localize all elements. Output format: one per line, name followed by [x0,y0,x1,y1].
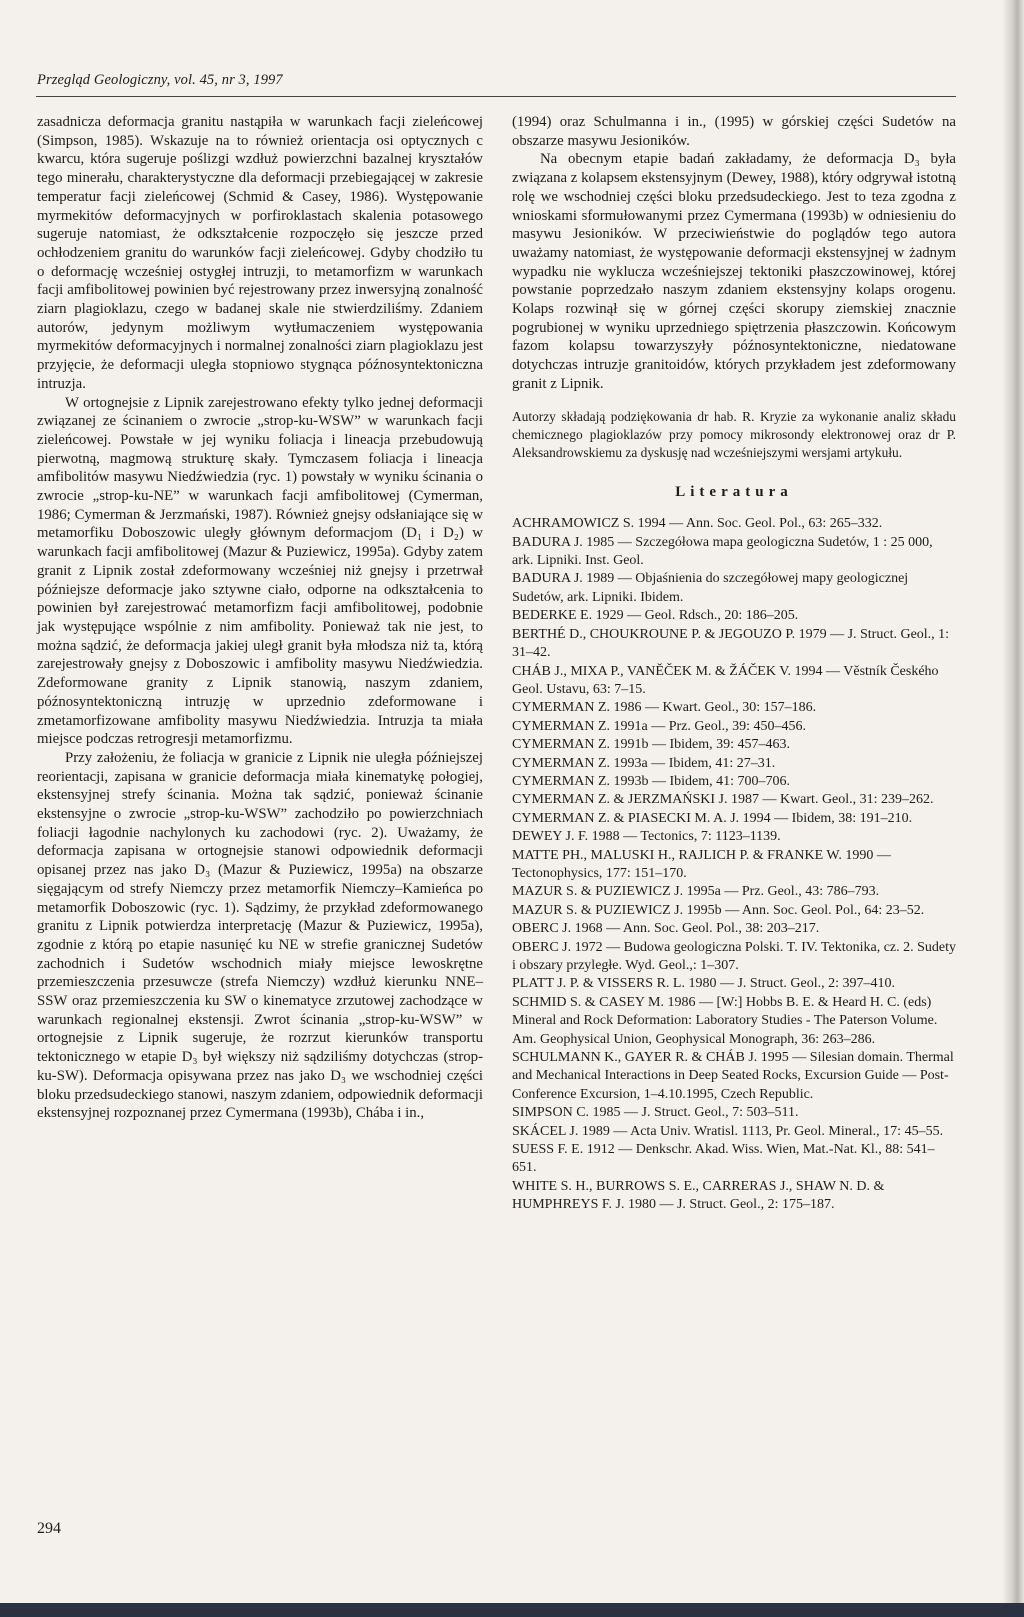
reference-item: CYMERMAN Z. 1993b — Ibidem, 41: 700–706. [512,773,791,789]
reference-item: BEDERKE E. 1929 — Geol. Rdsch., 20: 186–205. [512,608,799,624]
reference-item: SCHULMANN K., GAYER R. & CHÁB J. 1995 — Silesian domain. Thermal and Mechanical Interactions in Deep Seated Rocks, Excursion Guide — Post-Conference Excursion, 1–4.10.1995, Czech Republic. [512,1050,954,1102]
reference-item: MATTE PH., MALUSKI H., RAJLICH P. & FRANKE W. 1990 — Tectonophysics, 177: 151–170. [512,847,891,881]
reference-item: SCHMID S. & CASEY M. 1986 — [W:] Hobbs B. E. & Heard H. C. (eds) Mineral and Rock Deformation: Laboratory Studies - The Paterson Volume. Am. Geophysical Union, Geophysical Monograph, 36: 263–286. [512,994,938,1047]
reference-item: CYMERMAN Z. 1991a — Prz. Geol., 39: 450–456. [512,718,806,734]
reference-list [512,515,956,1214]
reference-item: CYMERMAN Z. 1986 — Kwart. Geol., 30: 157–186. [512,700,817,716]
left-column [37,113,483,1123]
reference-item: MAZUR S. & PUZIEWICZ J. 1995a — Prz. Geol., 43: 786–793. [512,884,880,900]
reference-item: CYMERMAN Z. & JERZMAŃSKI J. 1987 — Kwart. Geol., 31: 239–262. [512,792,934,808]
reference-item: PLATT J. P. & VISSERS R. L. 1980 — J. Struct. Geol., 2: 397–410. [512,976,895,992]
right-column [512,113,956,1215]
reference-item: WHITE S. H., BURROWS S. E., CARRERAS J., SHAW N. D. & HUMPHREYS F. J. 1980 — J. Struct. Geol., 2: 175–187. [512,1178,885,1213]
literature-heading: Literatura [675,483,793,500]
reference-item: CYMERMAN Z. & PIASECKI M. A. J. 1994 — Ibidem, 38: 191–210. [512,810,913,826]
reference-item: OBERC J. 1968 — Ann. Soc. Geol. Pol., 38: 203–217. [512,921,820,937]
reference-item: SUESS F. E. 1912 — Denkschr. Akad. Wiss. Wien, Mat.-Nat. Kl., 88: 541–651. [512,1142,935,1176]
reference-item: BADURA J. 1989 — Objaśnienia do szczegółowej mapy geologicznej Sudetów, ark. Lipniki. Ibidem. [512,571,909,605]
body-paragraph: W ortognejsie z Lipnik zarejestrowano efekty tylko jednej deformacji związanej ze ścinaniem o zwrocie „strop-ku-WSW” w warunkach facji zieleńcowej. Powstałe w jej wyniku foliacja i lineacja przebudowują pierwotną, magmową strukturę skały. Tymczasem foliacja i lineacja amfibolitów masywu Niedźwiedzia (ryc. 1) powstały w wyniku ścinania o zwrocie „strop-ku-NE” w warunkach facji amfibolitowej (Cymerman, 1986; Cymerman & Jerzmański, 1987). Również gnejsy odsłaniające się w metamorfiku Doboszowic uległy głównym deformacjom (D₁ i D₂) w warunkach facji amfibolitowej (Mazur & Puziewicz, 1995a). Gdyby zatem granit z Lipnik został zdeformowany wcześniej niż gnejsy i przetrwał późniejsze deformacje jako sztywne ciało, odporne na odkształcenia to powinien był zarejestrować metamorfizm facji amfibolitowej, podobnie jak występujące wspólnie z nim amfibolity. Ponieważ tak nie jest, to można sądzić, że deformacja jakiej uległ granit była młodsza niż ta, którą zarejestrowały gnejsy z Doboszowic i amfibolity masywu Niedźwiedzia. Zdeformowane granity z Lipnik stanowią, naszym zdaniem, późnosyntektoniczną intruzję w uprzednio zdeformowane i zmetamorfizowane amfibolity masywu Niedźwiedzia. Intruzja ta miała miejsce podczas retrogresji metamorfizmu. [37,394,483,748]
page-number: 294 [37,1520,61,1537]
reference-item: SKÁCEL J. 1989 — Acta Univ. Wratisl. 1113, Pr. Geol. Mineral., 17: 45–55. [512,1123,944,1139]
page-edge-shadow [1002,0,1024,1617]
reference-item: DEWEY J. F. 1988 — Tectonics, 7: 1123–1139. [512,829,781,845]
reference-item: ACHRAMOWICZ S. 1994 — Ann. Soc. Geol. Pol., 63: 265–332. [512,516,883,532]
body-paragraph: Przy założeniu, że foliacja w granicie z Lipnik nie uległa późniejszej reorientacji, zapisana w granicie deformacja miała kinematykę połogiej, ekstensyjnej strefy ścinania. Można tak sądzić, ponieważ ścinanie ekstensyjne o zwrocie „strop-ku-WSW” zachodziło po powierzchniach foliacji łagodnie nachylonych ku zachodowi (ryc. 2). Uważamy, że deformacja zapisana w ortognejsie stanowi odpowiednik deformacji opisanej przez nas jako D₃ (Mazur & Puziewicz, 1995a) na obszarze sięgającym od strefy Niemczy przez metamorfik Niemczy–Kamieńca po metamorfik Doboszowic (ryc. 1). Sądzimy, że przykład zdeformowanego granitu z Lipnik potwierdza interpretację (Mazur & Puziewicz, 1995a), zgodnie z którą po etapie nasunięć ku NE w strefie granicznej Sudetów zachodnich i Sudetów wschodnich miały miejsce lewoskrętne przemieszczenia przesuwcze (strefa Niemczy) wzdłuż kierunku NNE–SSW oraz przemieszczenia ku SW o kinematyce zrzutowej zachodzące w warunkach regionalnej ekstensji. Zwrot ścinania „strop-ku-WSW” w ortognejsie z Lipnik sugeruje, że rozrzut kierunków transportu tektonicznego w etapie D₃ był większy niż sądziliśmy dotychczas (strop-ku-SW). Deformacja opisywana przez nas jako D₃ we wschodniej części bloku przedsudeckiego stanowi, naszym zdaniem, odpowiednik deformacji ekstensyjnej rozpoznanej przez Cymermana (1993b), Chába i in., [37,749,483,1122]
header-rule [36,96,956,97]
reference-item: CYMERMAN Z. 1993a — Ibidem, 41: 27–31. [512,755,776,771]
reference-item: CYMERMAN Z. 1991b — Ibidem, 39: 457–463. [512,737,791,753]
body-paragraph: zasadnicza deformacja granitu nastąpiła w warunkach facji zieleńcowej (Simpson, 1985). Wskazuje na to również orientacja osi optycznych c kwarcu, która sugeruje poślizgi wzdłuż powierzchni bazalnej kryształów tego minerału, charakterystyczne dla deformacji przebiegającej w zakresie temperatur facji zieleńcowej (Schmid & Casey, 1986). Występowanie myrmekitów deformacyjnych w porfiroklastach skalenia potasowego sugeruje natomiast, że odkształcenie rozpoczęło się jeszcze przed ochłodzeniem granitu do warunków facji zieleńcowej. Gdyby chodziło tu o deformację wcześniej ostygłej intruzji, to metamorfizm w warunkach facji amfibolitowej powinien być rejestrowany przez inwersyjną zonalność ziarn plagioklazu, czego w badanej skale nie stwierdziliśmy. Zdaniem autorów, jedynym możliwym wytłumaczeniem występowania myrmekitów deformacyjnych i normalnej zonalności ziarn plagioklazu jest przyjęcie, że deformacji uległa stopniowo stygnąca późnosyntektoniczna intruzja. [37,114,483,392]
running-header: Przegląd Geologiczny, vol. 45, nr 3, 1997 [37,72,283,88]
body-paragraph: Na obecnym etapie badań zakładamy, że deformacja D₃ była związana z kolapsem ekstensyjnym (Dewey, 1988), który odgrywał istotną rolę we wschodniej części bloku przedsudeckiego. Jest to teza zgodna z wnioskami sformułowanymi przez Cymermana (1993b) w odniesieniu do masywu Jesioników. W przeciwieństwie do poglądów tego autora uważamy natomiast, że występowanie deformacji ekstensyjnej w żadnym wypadku nie wyklucza wcześniejszej tektoniki płaszczowinowej, której powstanie poprzedzało naszym zdaniem ekstensyjny kolaps orogenu. Kolaps rozwinął się w górnej części skorupy ziemskiej znacznie pogrubionej w wyniku uprzedniego spiętrzenia płaszczowin. Końcowym fazom kolapsu towarzyszyły późnosyntektoniczne, niedatowane dotychczas intruzje granitoidów, których przykładem jest zdeformowany granit z Lipnik. [512,151,956,392]
body-paragraph: (1994) oraz Schulmanna i in., (1995) w górskiej części Sudetów na obszarze masywu Jesioników. [512,114,956,149]
reference-item: SIMPSON C. 1985 — J. Struct. Geol., 7: 503–511. [512,1105,799,1121]
acknowledgement: Autorzy składają podziękowania dr hab. R. Kryzie za wykonanie analiz składu chemicznego plagioklazów przy pomocy mikrosondy elektronowej oraz dr P. Aleksandrowskiemu za dyskusję nad wcześniejszymi wersjami artykułu. [512,408,956,460]
reference-item: BADURA J. 1985 — Szczegółowa mapa geologiczna Sudetów, 1 : 25 000, ark. Lipniki. Inst. Geol. [512,534,933,569]
reference-item: OBERC J. 1972 — Budowa geologiczna Polski. T. IV. Tektonika, cz. 2. Sudety i obszary przyległe. Wyd. Geol.,: 1–307. [512,939,957,973]
reference-item: CHÁB J., MIXA P., VANĚČEK M. & ŽÁČEK V. 1994 — Věstník Českého Geol. Ustavu, 63: 7–15. [512,663,939,697]
reference-item: MAZUR S. & PUZIEWICZ J. 1995b — Ann. Soc. Geol. Pol., 64: 23–52. [512,902,925,918]
reference-item: BERTHÉ D., CHOUKROUNE P. & JEGOUZO P. 1979 — J. Struct. Geol., 1: 31–42. [512,626,950,661]
scan-bottom-bar [0,1603,1024,1617]
